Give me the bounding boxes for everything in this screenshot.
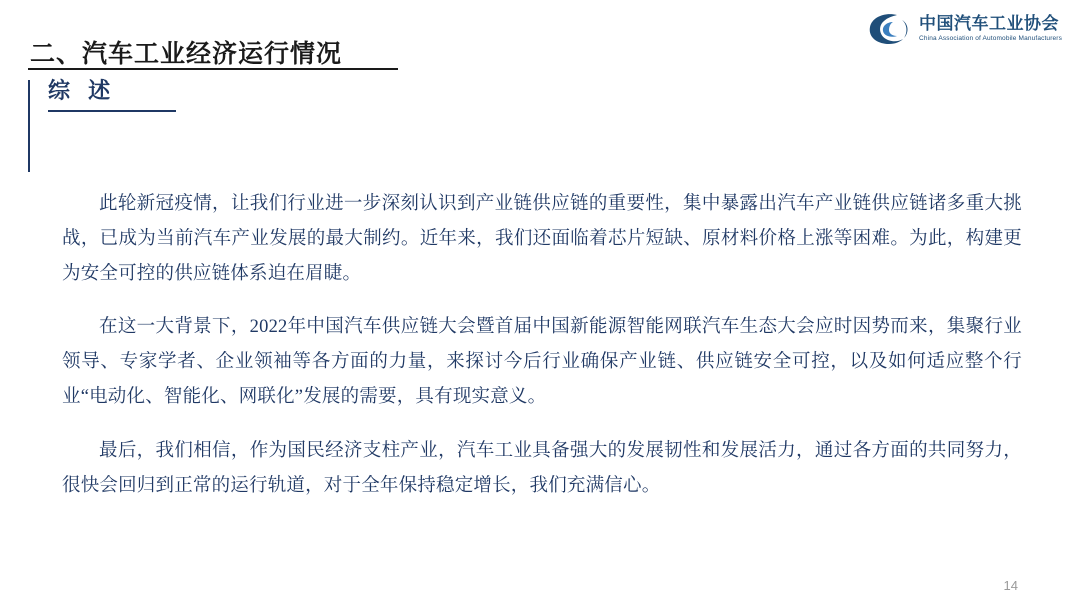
title-underline [28, 68, 398, 70]
logo-text-block [919, 15, 1062, 43]
subtitle-underline [48, 110, 176, 112]
paragraph: 最后，我们相信，作为国民经济支柱产业，汽车工业具备强大的发展韧性和发展活力，通过各方面的共同努力，很快会回归到正常的运行轨道，对于全年保持稳定增长，我们充满信心。 [62, 440, 1022, 496]
subtitle-vertical-bar [28, 80, 30, 172]
page-number: 14 [1003, 578, 1018, 593]
subtitle-text: 综 述 [48, 78, 117, 103]
caam-logo-icon [867, 12, 911, 46]
logo-chinese-name: 中国汽车工业协会 [919, 14, 1060, 34]
organization-logo [867, 12, 1062, 46]
paragraph: 在这一大背景下，2022年中国汽车供应链大会暨首届中国新能源智能网联汽车生态大会应时因势而来，集聚行业领导、专家学者、企业领袖等各方面的力量，来探讨今后行业确保产业链、供应链安全可控，以及如何适应整个行业“电动化、智能化、网联化”发展的需要，具有现实意义。 [62, 317, 1022, 407]
page-title: 二、汽车工业经济运行情况 [30, 40, 343, 68]
body-content [62, 168, 1022, 513]
paragraph: 此轮新冠疫情，让我们行业进一步深刻认识到产业链供应链的重要性，集中暴露出汽车产业链供应链诸多重大挑战，已成为当前汽车产业发展的最大制约。近年来，我们还面临着芯片短缺、原材料价格上涨等困难。为此，构建更为安全可控的供应链体系迫在眉睫。 [62, 193, 1022, 284]
logo-english-name: China Association of Automobile Manufacturers [919, 35, 1062, 43]
